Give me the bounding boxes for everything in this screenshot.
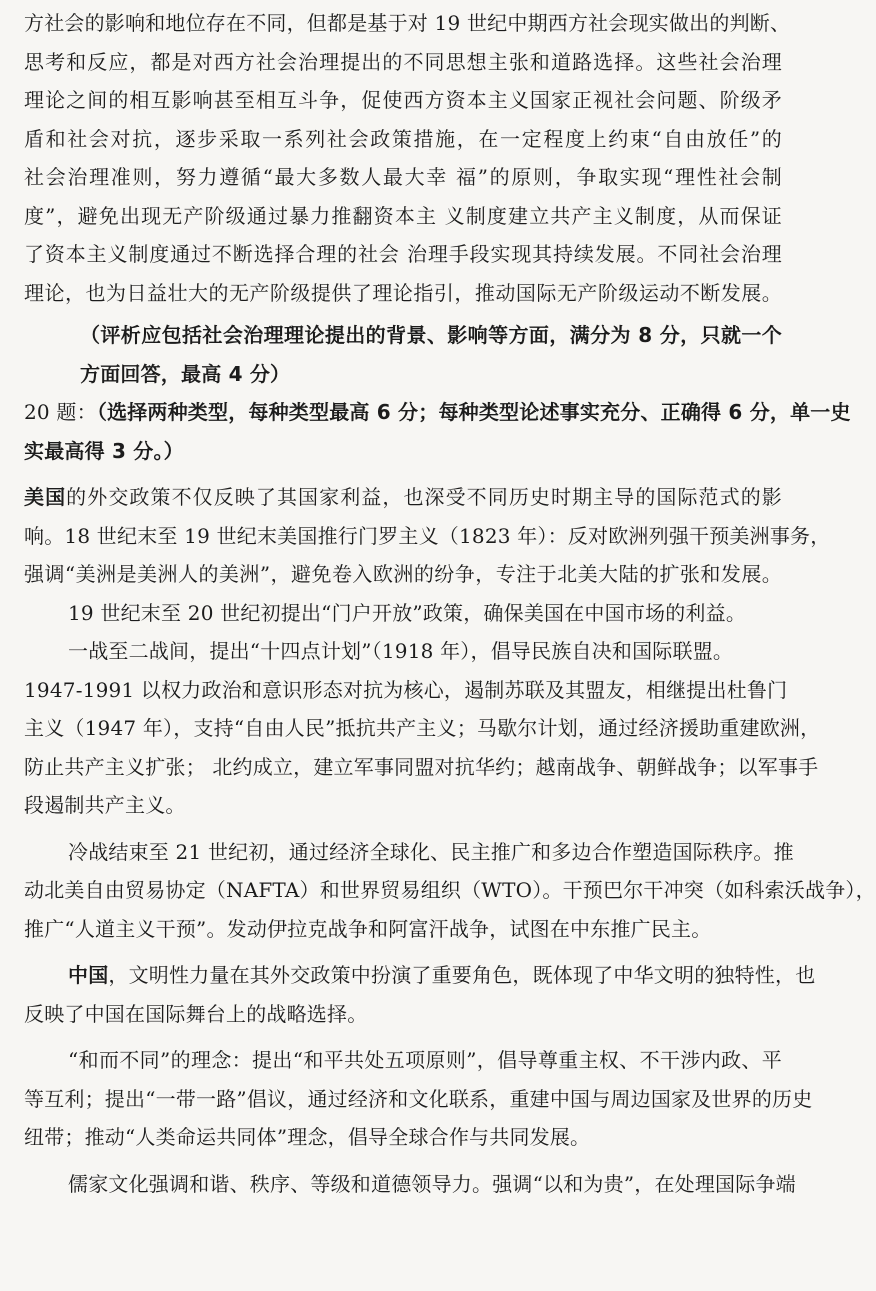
- text-line: 反映了中国在国际舞台上的战略选择。: [24, 1001, 368, 1026]
- scoring-note: （评析应包括社会治理理论提出的背景、影响等方面，满分为 8 分，只就一个: [80, 323, 782, 347]
- text-line: 思考和反应，都是对西方社会治理提出的不同思想主张和道路选择。这些社会治理: [24, 49, 782, 74]
- text-line: 纽带；推动“人类命运共同体”理念，倡导全球合作与共同发展。: [24, 1125, 591, 1149]
- text-line: 理论之间的相互影响甚至相互斗争，促使西方资本主义国家正视社会问题、阶级矛: [24, 88, 782, 112]
- text-line: 盾和社会对抗，逐步采取一系列社会政策措施，在一定程度上约束“自由放任”的: [24, 126, 782, 151]
- text-line: 方社会的影响和地位存在不同，但都是基于对 19 世纪中期西方社会现实做出的判断、: [24, 11, 791, 35]
- china-intro-text: ，文明性力量在其外交政策中扮演了重要角色，既体现了中华文明的独特性，也: [108, 963, 816, 987]
- china-heading: 中国: [68, 963, 109, 987]
- china-paragraph-line: [24, 956, 816, 995]
- usa-intro-text: 的外交政策不仅反映了其国家利益，也深受不同历史时期主导的国际范式的影: [66, 485, 782, 509]
- usa-paragraph-line: [24, 478, 782, 517]
- text-line: 等互利；提出“一带一路”倡议，通过经济和文化联系，重建中国与周边国家及世界的历史: [24, 1086, 813, 1111]
- text-line: 一战至二战间，提出“十四点计划”（1918 年），倡导民族自决和国际联盟。: [68, 639, 734, 663]
- text-line: 响。18 世纪末至 19 世纪末美国推行门罗主义（1823 年）：反对欧洲列强干预美洲事务，: [24, 523, 831, 548]
- text-line: 儒家文化强调和谐、秩序、等级和道德领导力。强调“以和为贵”，在处理国际争端: [68, 1171, 796, 1196]
- text-line: 防止共产主义扩张； 北约成立，建立军事同盟对抗华约；越南战争、朝鲜战争；以军事手: [24, 754, 819, 779]
- text-line: “和而不同”的理念：提出“和平共处五项原则”，倡导尊重主权、不干涉内政、平: [68, 1048, 782, 1072]
- text-line: 推广“人道主义干预”。发动伊拉克战争和阿富汗战争，试图在中东推广民主。: [24, 916, 712, 941]
- question-20-instructions: 实最高得 3 分。）: [24, 438, 184, 463]
- text-line: 理论，也为日益壮大的无产阶级提供了理论指引，推动国际无产阶级运动不断发展。: [24, 280, 782, 305]
- text-line: 强调“美洲是美洲人的美洲”，避免卷入欧洲的纷争，专注于北美大陆的扩张和发展。: [24, 562, 782, 586]
- text-line: 主义（1947 年），支持“自由人民”抵抗共产主义；马歇尔计划，通过经济援助重建欧洲，: [24, 716, 821, 740]
- text-line: 1947-1991 以权力政治和意识形态对抗为核心，遏制苏联及其盟友，相继提出杜鲁门: [24, 677, 788, 702]
- text-line: 段遏制共产主义。: [24, 793, 186, 817]
- scoring-note: 方面回答，最高 4 分）: [80, 361, 291, 386]
- question-number: 20 题：: [24, 400, 97, 424]
- text-line: 了资本主义制度通过不断选择合理的社会 治理手段实现其持续发展。不同社会治理: [24, 242, 782, 266]
- question-20-heading: [24, 393, 851, 432]
- question-20-instructions: （选择两种类型，每种类型最高 6 分；每种类型论述事实充分、正确得 6 分，单一史: [96, 400, 851, 424]
- text-line: 度”，避免出现无产阶级通过暴力推翻资本主 义制度建立共产主义制度，从而保证: [24, 203, 782, 228]
- text-line: 19 世纪末至 20 世纪初提出“门户开放”政策，确保美国在中国市场的利益。: [68, 600, 747, 625]
- usa-heading: 美国: [24, 485, 67, 509]
- text-line: 动北美自由贸易协定（NAFTA）和世界贸易组织（WTO）。干预巴尔干冲突（如科索沃战争），: [24, 878, 876, 902]
- text-line: 冷战结束至 21 世纪初，通过经济全球化、民主推广和多边合作塑造国际秩序。推: [68, 839, 794, 864]
- text-line: 社会治理准则，努力遵循“最大多数人最大幸 福”的原则，争取实现“理性社会制: [24, 165, 782, 189]
